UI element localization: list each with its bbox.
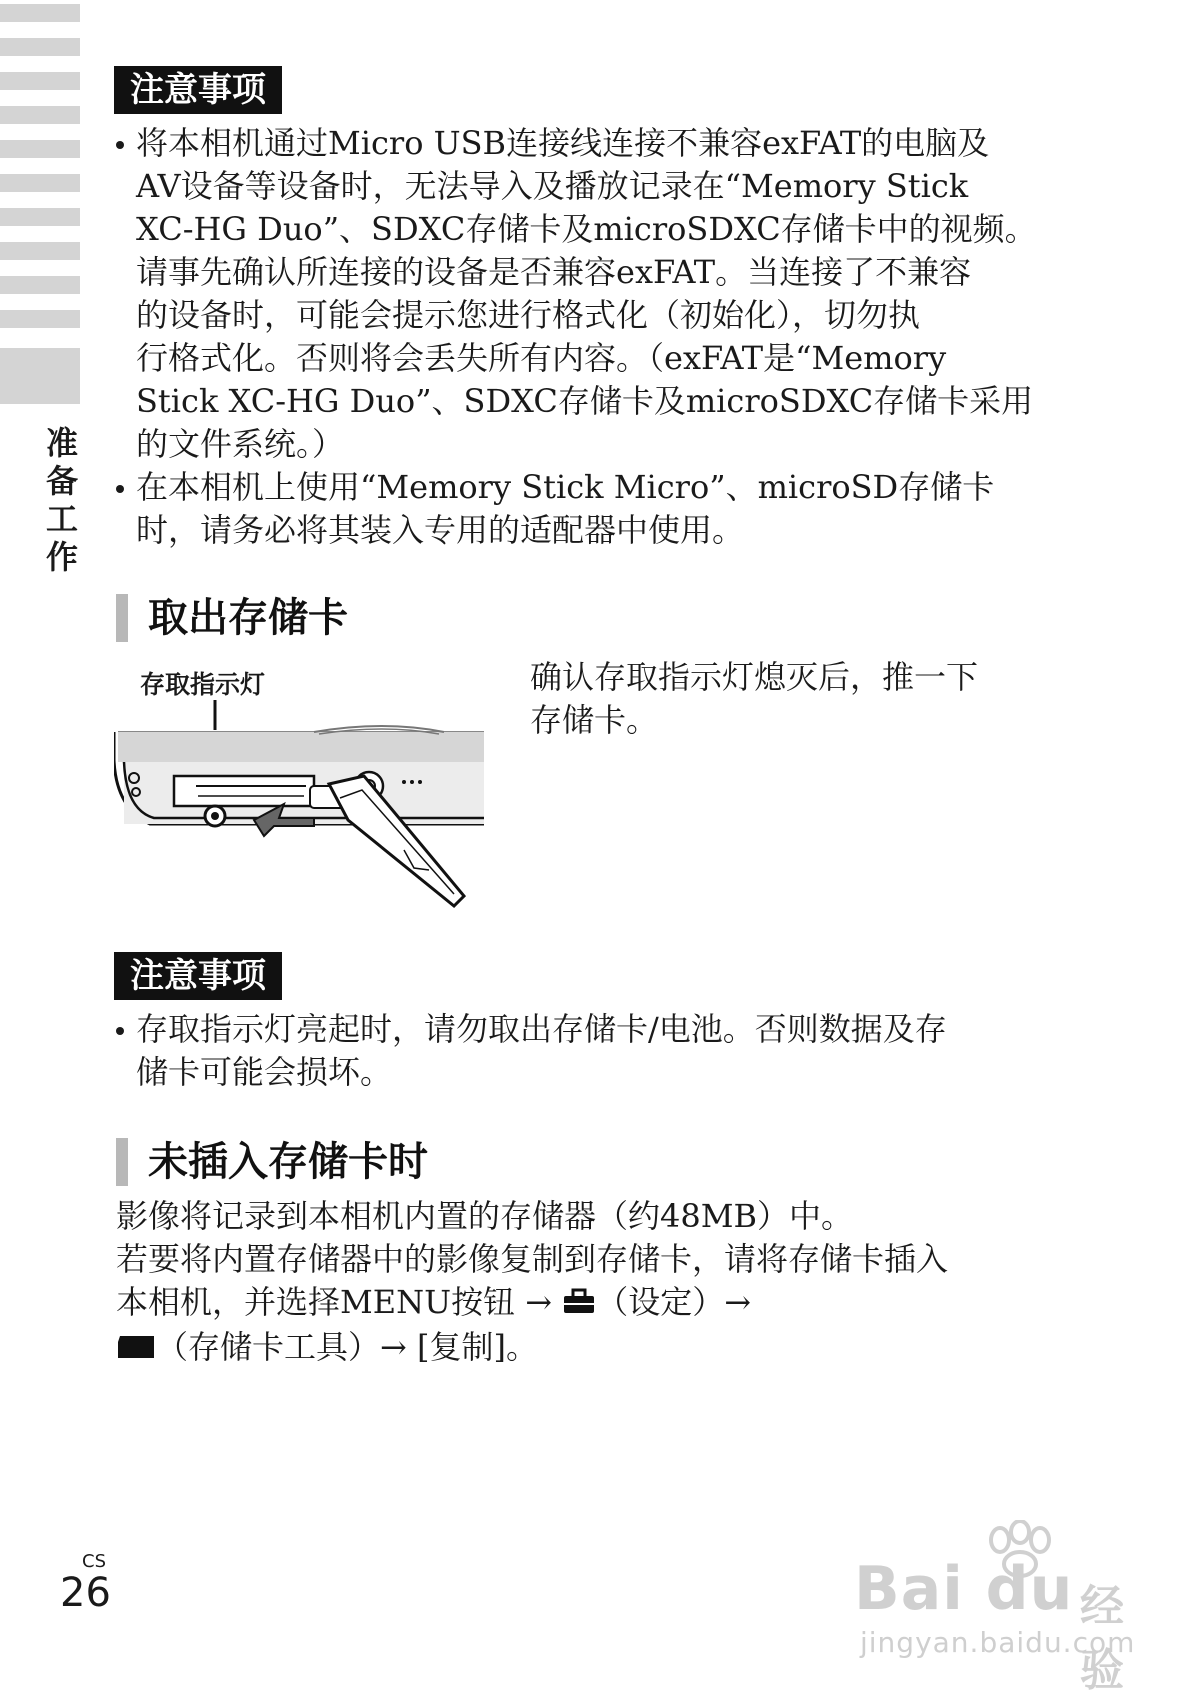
paragraph-line [116, 1281, 1076, 1326]
section-heading-no-card: 未插入存储卡时 [116, 1138, 428, 1186]
instruction-line: 存储卡。 [530, 701, 659, 739]
camera-card-illustration [114, 700, 484, 910]
stripe [0, 140, 80, 158]
paragraph-line [116, 1326, 1076, 1371]
access-lamp-callout: 存取指示灯 [140, 670, 266, 699]
instruction-line: 确认存取指示灯熄灭后，推一下 [530, 658, 979, 696]
notice-bullets [114, 1008, 1074, 1094]
setup-menu-text: （设定）→ [596, 1283, 752, 1321]
bullet-line: 时，请务必将其装入专用的适配器中使用。 [136, 511, 745, 549]
stripe [0, 106, 80, 124]
baidu-watermark [850, 1520, 1140, 1696]
bullet-item [114, 466, 1074, 552]
watermark-text: 经验 [1080, 1581, 1124, 1696]
notice-label: 注意事项 [114, 66, 282, 114]
bullet-line: 存取指示灯亮起时，请勿取出存储卡/电池。否则数据及存 [136, 1010, 947, 1048]
remove-card-instructions [530, 656, 978, 742]
no-card-paragraph [116, 1195, 1076, 1371]
page-language-code: CS [82, 1551, 106, 1572]
stripe [0, 72, 80, 90]
page-number-value: 26 [60, 1570, 111, 1616]
bullet-line: 在本相机上使用“Memory Stick Micro”、microSD存储卡 [136, 468, 995, 506]
stripe [0, 174, 80, 192]
stripe [0, 4, 80, 22]
bullet-line: 行格式化。否则将会丢失所有内容。（exFAT是“Memory [136, 339, 947, 377]
chapter-char: 作 [45, 538, 78, 576]
bullet-line: AV设备等设备时，无法导入及播放记录在“Memory Stick [136, 167, 969, 205]
chapter-tab-label [42, 424, 82, 576]
bullet-line: 请事先确认所连接的设备是否兼容exFAT。当连接了不兼容 [136, 253, 972, 291]
watermark-logo: Bai du [854, 1554, 1074, 1624]
paragraph-line: 影像将记录到本相机内置的存储器（约48MB）中。 [116, 1197, 854, 1235]
bullet-line: 的设备时，可能会提示您进行格式化（初始化），切勿执 [136, 296, 921, 334]
bullet-line: Stick XC-HG Duo”、SDXC存储卡及microSDXC存储卡采用 [136, 382, 1034, 420]
bullet-item [114, 122, 1074, 466]
stripe [0, 208, 80, 226]
stripe-block [0, 348, 80, 404]
paragraph-line: 若要将内置存储器中的影像复制到存储卡，请将存储卡插入 [116, 1240, 949, 1278]
notice-bullets [114, 122, 1074, 552]
memory-card-icon [116, 1328, 156, 1371]
chapter-char: 备 [45, 462, 78, 500]
chapter-char: 工 [45, 500, 78, 538]
section-heading-remove-card: 取出存储卡 [116, 594, 348, 642]
stripe [0, 310, 80, 328]
watermark-url: jingyan.baidu.com [860, 1626, 1136, 1659]
bullet-line: XC-HG Duo”、SDXC存储卡及microSDXC存储卡中的视频。 [136, 210, 1037, 248]
card-tool-text: （存储卡工具）→ [复制]。 [156, 1328, 538, 1366]
chapter-char: 准 [45, 424, 78, 462]
bullet-line: 储卡可能会损坏。 [136, 1053, 393, 1091]
bullet-item [114, 1008, 1074, 1094]
stripe [0, 38, 80, 56]
stripe [0, 242, 80, 260]
bullet-line: 的文件系统。） [136, 425, 345, 463]
stripe [0, 276, 80, 294]
menu-path-text: 本相机，并选择MENU按钮 → [116, 1283, 553, 1321]
toolbox-icon [562, 1283, 596, 1326]
bullet-line: 将本相机通过Micro USB连接线连接不兼容exFAT的电脑及 [136, 124, 990, 162]
notice-label: 注意事项 [114, 952, 282, 1000]
page-number [60, 1553, 111, 1615]
